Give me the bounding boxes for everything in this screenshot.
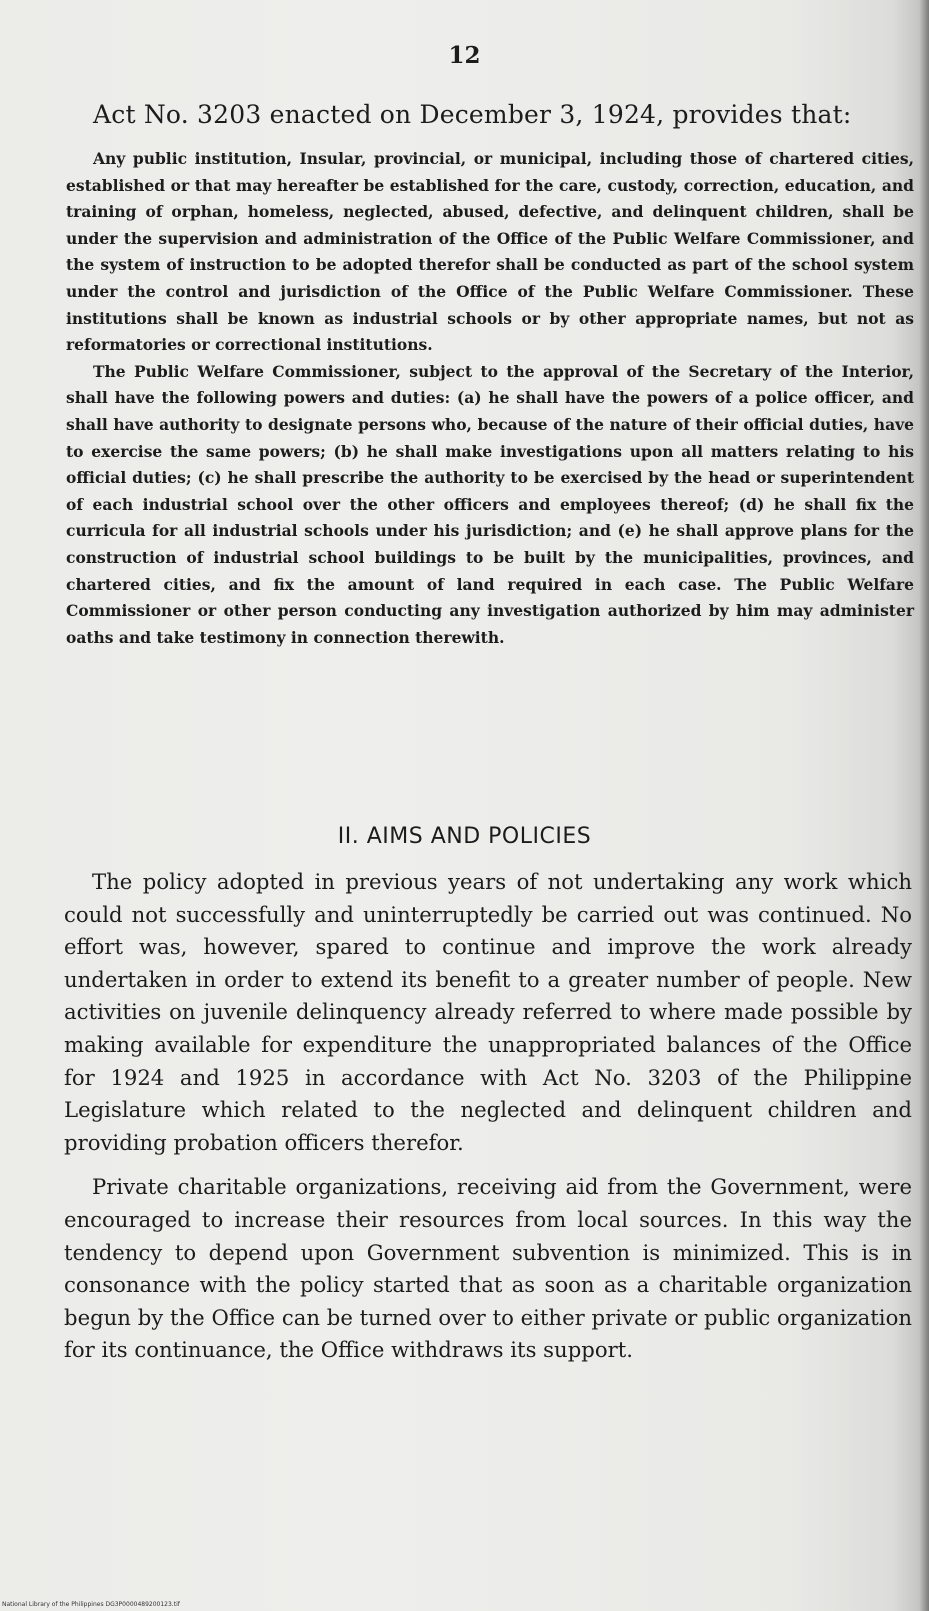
act-paragraph-2: The Public Welfare Commissioner, subject to the approval of the Secretary of the Interior, shall have the following powers and duties: (a) he shall have the powers of a police officer, and shall have authority to designate persons who, because of the nature of their official duties, have to exercise the same powers; (b) he shall make investigations upon all matters relating to his official duties; (c) he shall prescribe the authority to be exercised by the head or superintendent of each industrial school over the other officers and employees thereof; (d) he shall fix the curricula for all industrial schools under his jurisdiction; and (e) he shall approve plans for the construction of industrial school buildings to be built by the municipalities, provinces, and chartered cities, and fix the amount of land required in each case. The Public Welfare Commissioner or other person conducting any investigation authorized by him may administer oaths and take testimony in connection therewith. xyxy=(66,361,914,647)
act-paragraph-1: Any public institution, Insular, provincial, or municipal, including those of chartered cities, established or that may hereafter be established for the care, custody, correction, education, and training of orphan, homeless, neglected, abused, defective, and delinquent children, shall be under the supervision and administration of the Office of the Public Welfare Commissioner, and the system of instruction to be adopted therefor shall be conducted as part of the school system under the control and jurisdiction of the Office of the Public Welfare Commissioner. These institutions shall be known as industrial schools or by other appropriate names, but not as reformatories or correctional institutions. xyxy=(66,149,914,355)
section-body xyxy=(64,866,912,1379)
page-edge-shadow xyxy=(919,0,929,1611)
page-number: 12 xyxy=(448,42,481,69)
section-heading: II. AIMS AND POLICIES xyxy=(337,824,592,849)
act-provisions xyxy=(66,146,914,651)
section-paragraph-1: The policy adopted in previous years of not undertaking any work which could not successfully and uninterruptedly be carried out was continued. No effort was, however, spared to continue and improve the work already undertaken in order to extend its benefit to a greater number of people. New activities on juvenile delinquency already referred to where made possible by making available for expenditure the unappropriated balances of the Office for 1924 and 1925 in accordance with Act No. 3203 of the Philippine Legislature which related to the neglected and delinquent children and providing probation officers therefor. xyxy=(64,869,912,1155)
section-paragraph-2: Private charitable organizations, receiving aid from the Government, were encouraged to increase their resources from local sources. In this way the tendency to depend upon Government subvention is minimized. This is in consonance with the policy started that as soon as a charitable organization begun by the Office can be turned over to either private or public organization for its continuance, the Office withdraws its support. xyxy=(64,1174,912,1363)
act-heading: Act No. 3203 enacted on December 3, 1924, provides that: xyxy=(93,100,852,129)
scan-footer-note: National Library of the Philippines DG3P0000489200123.tif xyxy=(2,1601,180,1608)
